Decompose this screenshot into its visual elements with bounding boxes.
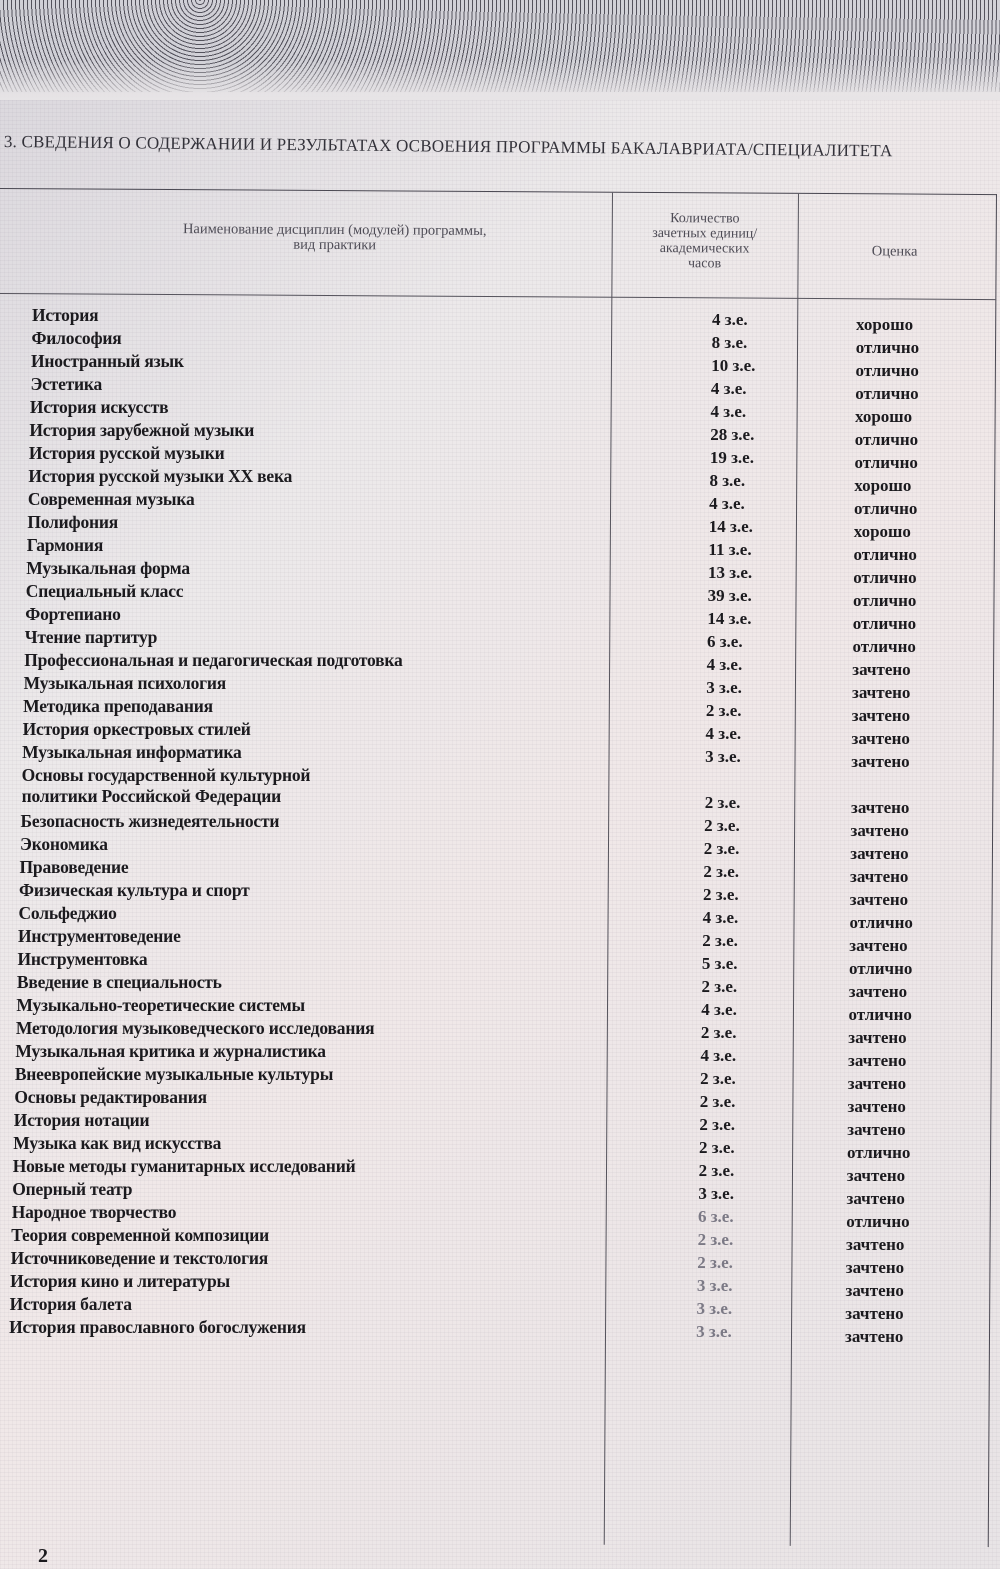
header-divider: [0, 293, 995, 300]
discipline-name-line1: Методология музыковедческого исследования: [15, 1018, 375, 1038]
discipline-name-line1: Безопасность жизнедеятельности: [20, 811, 280, 831]
credits-value: 14 з.е.: [707, 609, 752, 628]
discipline-name-line1: Сольфеджио: [18, 903, 117, 923]
column-header-credits-line3: академических: [659, 241, 750, 257]
discipline-name: [23, 696, 213, 716]
discipline-name: [31, 328, 121, 348]
grade-value: зачтено: [852, 683, 911, 702]
credits-value: 3 з.е.: [705, 747, 741, 766]
grade-value: зачтено: [847, 1074, 907, 1093]
guilloche-fade: [0, 60, 1000, 100]
discipline-name: [27, 512, 118, 532]
credits-value: 3 з.е.: [696, 1299, 733, 1318]
credits-value: 8 з.е.: [711, 333, 748, 352]
page-number: 2: [38, 1545, 48, 1567]
grade-value: отлично: [849, 959, 913, 978]
grade-value: хорошо: [853, 522, 911, 541]
discipline-name: [12, 1179, 132, 1199]
discipline-name: [17, 949, 147, 969]
discipline-name-line1: Введение в специальность: [16, 972, 222, 992]
discipline-name-line1: История искусств: [29, 397, 169, 417]
discipline-name: [28, 489, 195, 509]
grade-value: зачтено: [846, 1166, 906, 1185]
discipline-name-line1: История кино и литературы: [10, 1271, 230, 1291]
grade-value: зачтено: [847, 1120, 906, 1139]
discipline-name-line1: Внеевропейские музыкальные культуры: [14, 1064, 334, 1084]
discipline-name: [9, 1317, 306, 1337]
discipline-name: [26, 558, 190, 578]
grade-value: зачтено: [851, 752, 910, 771]
discipline-name-line1: Иностранный язык: [30, 351, 184, 371]
grade-value: отлично: [849, 913, 913, 932]
credits-value: 4 з.е.: [710, 379, 747, 398]
credits-value: 2 з.е.: [703, 862, 739, 881]
grade-value: зачтено: [848, 1028, 907, 1047]
discipline-name-line1: Основы государственной культурной: [21, 765, 311, 785]
discipline-name: [18, 926, 181, 946]
credits-value: 2 з.е.: [702, 931, 738, 950]
discipline-name: [12, 1202, 177, 1222]
discipline-name-line1: История балета: [9, 1294, 132, 1314]
discipline-name-line1: Музыкальная психология: [23, 673, 227, 693]
discipline-name: [32, 305, 98, 325]
credits-value: 2 з.е.: [699, 1092, 736, 1111]
credits-value: 4 з.е.: [705, 724, 742, 743]
credits-value: 4 з.е.: [706, 655, 743, 674]
grade-value: зачтено: [849, 936, 908, 955]
discipline-name-line1: Музыкальная информатика: [22, 742, 242, 762]
grade-value: хорошо: [854, 476, 912, 495]
discipline-name-line2: политики Российской Федерации: [21, 786, 281, 806]
grade-value: зачтено: [851, 729, 910, 748]
grade-value: зачтено: [849, 890, 909, 909]
section-heading: 3. СВЕДЕНИЯ О СОДЕРЖАНИИ И РЕЗУЛЬТАТАХ ОСВОЕНИЯ ПРОГРАММЫ БАКАЛАВРИАТА/СПЕЦИАЛИТЕТА: [3, 132, 893, 161]
discipline-name: [10, 1271, 230, 1291]
credits-value: 4 з.е.: [701, 1000, 737, 1019]
discipline-name-line1: Музыкальная критика и журналистика: [15, 1041, 326, 1061]
discipline-name-line1: История русской музыки XX века: [28, 466, 293, 486]
discipline-name: [26, 581, 184, 601]
credits-value: 19 з.е.: [709, 448, 754, 467]
grade-value: отлично: [854, 453, 918, 472]
grade-value: зачтено: [851, 706, 911, 725]
grade-value: отлично: [855, 384, 919, 403]
grade-value: зачтено: [846, 1189, 905, 1208]
discipline-name: [21, 811, 280, 831]
grade-value: зачтено: [845, 1281, 904, 1300]
column-header-credits-line2: зачетных единиц/: [652, 225, 758, 242]
column-header-credits-line1: Количество: [670, 211, 740, 227]
credits-value: 2 з.е.: [705, 701, 742, 720]
discipline-name-line1: Инструментовка: [17, 949, 148, 969]
credits-value: 2 з.е.: [701, 977, 738, 996]
credits-value: 39 з.е.: [707, 586, 752, 605]
discipline-name-line1: Методика преподавания: [23, 696, 213, 716]
discipline-name: [14, 1110, 150, 1130]
discipline-name: [18, 903, 116, 923]
grade-value: хорошо: [856, 315, 914, 334]
credits-value: 3 з.е.: [706, 678, 742, 697]
credits-value: 2 з.е.: [704, 793, 741, 812]
column-header-discipline: [100, 222, 570, 255]
credits-value: 4 з.е.: [712, 310, 748, 329]
grade-value: зачтено: [848, 982, 908, 1001]
grade-value: зачтено: [848, 1051, 907, 1070]
grade-value: отлично: [847, 1143, 911, 1162]
credits-value: 2 з.е.: [703, 839, 740, 858]
grade-value: зачтено: [845, 1304, 904, 1323]
column-header-grade: Оценка: [871, 243, 918, 260]
credits-value: 3 з.е.: [698, 1184, 734, 1203]
credits-value: 6 з.е.: [697, 1207, 734, 1226]
grade-value: зачтено: [852, 660, 911, 679]
grade-value: зачтено: [847, 1097, 906, 1116]
credits-value: 28 з.е.: [710, 425, 755, 444]
discipline-name-line1: История русской музыки: [28, 443, 225, 463]
discipline-name-line1: Правоведение: [19, 857, 129, 877]
column-header-credits-line4: часов: [687, 256, 722, 272]
column-divider-credits: [604, 193, 613, 1545]
discipline-name: [30, 397, 168, 417]
discipline-name: [19, 880, 250, 900]
discipline-name-line1: Музыкально-теоретические системы: [16, 995, 305, 1015]
credits-value: 14 з.е.: [708, 517, 753, 536]
grade-value: отлично: [855, 361, 919, 380]
credits-value: 11 з.е.: [708, 540, 752, 559]
discipline-name: [24, 650, 402, 670]
credits-value: 2 з.е.: [700, 1069, 736, 1088]
column-header-discipline-line1: Наименование дисциплин (модулей) программы,: [182, 221, 487, 239]
credits-value: 13 з.е.: [708, 563, 753, 582]
discipline-name: [20, 834, 108, 854]
discipline-name-line1: Полифония: [27, 512, 119, 532]
grade-value: отлично: [854, 430, 919, 449]
discipline-name-line1: Философия: [31, 328, 122, 348]
discipline-name: [30, 374, 102, 394]
discipline-name: [22, 742, 241, 762]
discipline-name: [11, 1225, 269, 1245]
credits-value: 2 з.е.: [703, 885, 739, 904]
credits-value: 5 з.е.: [701, 954, 738, 973]
grade-value: зачтено: [850, 821, 909, 840]
credits-value: 2 з.е.: [704, 816, 740, 835]
credits-value: 6 з.е.: [706, 632, 743, 651]
discipline-name: [17, 972, 222, 992]
discipline-name-line1: История оркестровых стилей: [22, 719, 251, 739]
discipline-name: [11, 1248, 268, 1268]
discipline-name-line1: Инструментоведение: [17, 926, 181, 946]
grade-value: отлично: [853, 591, 917, 610]
grade-value: отлично: [853, 568, 917, 587]
credits-value: 4 з.е.: [710, 402, 747, 421]
discipline-name-line1: Оперный театр: [12, 1179, 133, 1199]
discipline-name-line1: Современная музыка: [27, 489, 195, 509]
discipline-name-line1: Специальный класс: [25, 581, 184, 601]
discipline-name: [29, 420, 254, 440]
discipline-name-line1: Физическая культура и спорт: [19, 880, 250, 900]
discipline-name: [20, 857, 129, 877]
discipline-name-line1: История: [32, 305, 99, 325]
discipline-name-line1: Новые методы гуманитарных исследований: [12, 1156, 356, 1176]
discipline-name-line1: Теория современной композиции: [11, 1225, 270, 1245]
credits-value: 4 з.е.: [709, 494, 745, 513]
discipline-name: [29, 443, 225, 463]
grade-value: зачтено: [845, 1327, 904, 1346]
discipline-name: [16, 1018, 374, 1038]
discipline-name: [15, 1064, 333, 1084]
discipline-name-line1: Музыка как вид искусства: [13, 1133, 222, 1153]
discipline-name-line1: Эстетика: [30, 374, 103, 394]
discipline-name-line1: История нотации: [13, 1110, 150, 1130]
grade-value: отлично: [853, 545, 917, 564]
credits-value: 2 з.е.: [700, 1023, 737, 1042]
discipline-name-line1: Профессиональная и педагогическая подготовка: [24, 650, 403, 670]
discipline-name: [16, 995, 305, 1015]
grade-value: отлично: [854, 499, 918, 518]
discipline-name-line1: Фортепиано: [25, 604, 121, 624]
discipline-name-line1: Основы редактирования: [14, 1087, 207, 1107]
credits-value: 10 з.е.: [711, 356, 756, 375]
credits-value: 2 з.е.: [697, 1253, 733, 1272]
credits-value: 4 з.е.: [702, 908, 739, 927]
discipline-name: [13, 1156, 356, 1176]
column-header-discipline-line2: вид практики: [293, 236, 377, 254]
grade-value: отлично: [848, 1005, 912, 1024]
grade-value: отлично: [855, 338, 920, 357]
credits-value: 2 з.е.: [699, 1138, 735, 1157]
discipline-name-line1: Музыкальная форма: [26, 558, 190, 578]
credits-value: 8 з.е.: [709, 471, 746, 490]
discipline-name: [22, 765, 311, 808]
discipline-name: [25, 627, 157, 647]
credits-value: 2 з.е.: [697, 1230, 734, 1249]
grade-value: зачтено: [845, 1258, 905, 1277]
discipline-name-line1: Источниковедение и текстология: [10, 1248, 269, 1268]
discipline-name: [13, 1133, 221, 1153]
discipline-name: [28, 466, 292, 486]
grade-value: отлично: [852, 637, 916, 656]
discipline-name: [15, 1041, 325, 1061]
column-divider-grade: [790, 194, 799, 1546]
discipline-name: [14, 1087, 207, 1107]
discipline-name: [23, 719, 251, 739]
credits-value: 3 з.е.: [696, 1276, 733, 1295]
credits-value: 2 з.е.: [699, 1115, 736, 1134]
discipline-name: [31, 351, 184, 371]
discipline-name: [25, 604, 120, 624]
discipline-name-line1: История православного богослужения: [9, 1317, 306, 1337]
credits-value: 2 з.е.: [698, 1161, 735, 1180]
discipline-name-line1: Экономика: [20, 834, 108, 854]
discipline-name: [27, 535, 103, 555]
discipline-name-line1: История зарубежной музыки: [29, 420, 255, 440]
discipline-name-line1: Народное творчество: [11, 1202, 177, 1222]
credits-value: 4 з.е.: [700, 1046, 737, 1065]
grade-value: зачтено: [850, 844, 909, 863]
grade-value: отлично: [852, 614, 917, 633]
grade-value: хорошо: [855, 407, 913, 426]
discipline-name-line1: Чтение партитур: [24, 627, 158, 647]
grade-value: зачтено: [846, 1235, 905, 1254]
column-header-credits: [615, 211, 795, 272]
grade-value: отлично: [846, 1212, 910, 1231]
credits-value: 3 з.е.: [696, 1322, 732, 1341]
discipline-name: [10, 1294, 132, 1314]
grade-value: зачтено: [851, 798, 910, 817]
grade-value: зачтено: [850, 867, 909, 886]
discipline-name-line1: Гармония: [26, 535, 104, 555]
discipline-name: [24, 673, 226, 693]
